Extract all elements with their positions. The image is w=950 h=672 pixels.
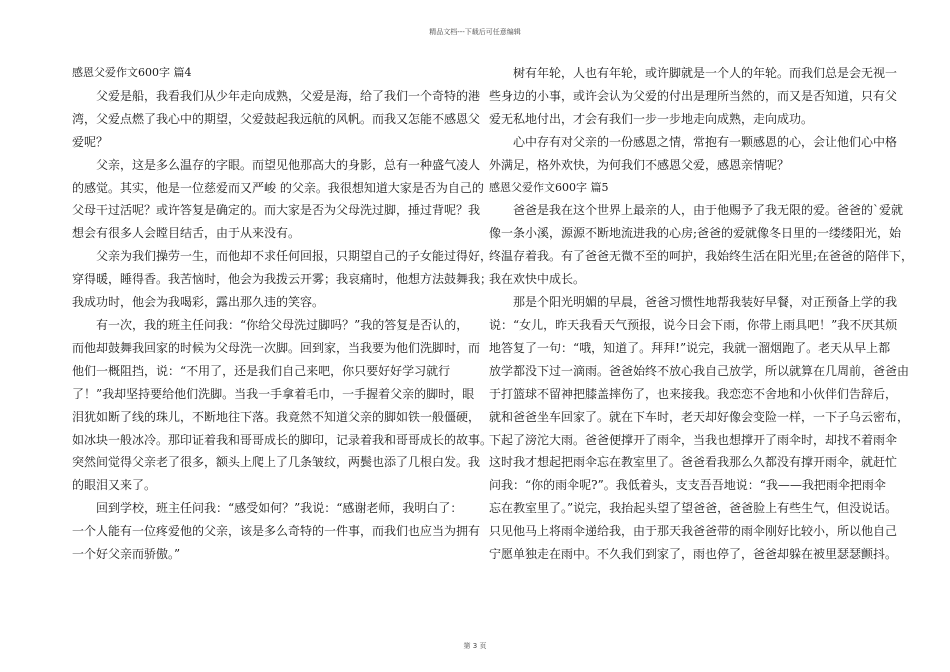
text-line: 有一次，我的班主任问我：“你给父母洗过脚吗？”我的答复是否认的， bbox=[96, 317, 469, 332]
page-number: 第 3 页 bbox=[463, 642, 487, 650]
text-line: 就和爸爸坐车回家了。就在下车时，老天却好像会变险一样，一下子乌云密布， bbox=[489, 409, 910, 424]
text-line: 外满足，格外欢快，为何我们不感恩父爱，感恩亲情呢？ bbox=[489, 157, 790, 172]
text-line: 我成功时，他会为我喝彩，露出那久违的笑容。 bbox=[72, 295, 325, 310]
text-line: 一个好父亲而骄傲。” bbox=[72, 547, 181, 562]
text-line: 说：“女儿，昨天我看天气预报，说今日会下雨，你带上雨具吧！”我不厌其烦 bbox=[489, 317, 898, 332]
text-line: 忘在教室里了。”说完，我抬起头望了望爸爸，爸爸脸上有些生气，但没说话。 bbox=[489, 501, 898, 516]
text-line: 父爱是船，我看我们从少年走向成熟，父爱是海，给了我们一个奇特的港 bbox=[96, 88, 481, 103]
text-line: 于打篮球不留神把膝盖摔伤了，也来接我。我恋恋不舍地和小伙伴们告辞后， bbox=[489, 386, 898, 401]
section-heading: 感恩父爱作文600字 篇4 bbox=[72, 66, 192, 79]
text-line: 而他却鼓舞我回家的时候为父母洗一次脚。回到家，当我要为他们洗脚时，而 bbox=[72, 340, 481, 355]
text-line: 宁愿单独走在雨中。不久我们到家了，雨也停了，爸爸却躲在被里瑟瑟颤抖。 bbox=[489, 547, 898, 562]
text-line: 地答复了一句：“哦，知道了。拜拜!”说完，我就一溜烟跑了。老天从早上都 bbox=[489, 340, 891, 355]
text-line: 问我：“你的雨伞呢?”。我低着头，支支吾吾地说：“我——我把雨伞把雨伞 bbox=[489, 478, 886, 493]
text-line: 这时我才想起把雨伞忘在教室里了。爸爸看我那么久都没有撑开雨伞，就赶忙 bbox=[489, 455, 898, 470]
text-line: 突然间觉得父亲老了很多，额头上爬上了几条皱纹，两鬓也添了几根白发。我 bbox=[72, 455, 481, 470]
text-line: 只见他马上将雨伞递给我，由于那天我爸爸带的雨伞刚好比较小，所以他自己 bbox=[489, 524, 898, 539]
text-line: 他们一概阻挡，说：“不用了，还是我们自己来吧，你只要好好学习就行 bbox=[72, 363, 451, 378]
text-line: 爸爸是我在这个世界上最亲的人，由于他赐予了我无限的爱。爸爸的`爱就 bbox=[513, 203, 904, 218]
text-line: 心中存有对父亲的一份感恩之情，常抱有一颗感恩的心，会让他们心中格 bbox=[513, 134, 898, 149]
section-heading: 感恩父爱作文600字 篇5 bbox=[489, 180, 609, 194]
right-column bbox=[489, 62, 914, 566]
text-line: 父亲，这是多么温存的字眼。而望见他那高大的身影，总有一种盛气凌人 bbox=[96, 157, 481, 172]
text-line: 终温存着我。有了爸爸无微不至的呵护，我始终生活在阳光里;在爸爸的陪伴下， bbox=[489, 249, 914, 264]
text-line: 泪犹如断了线的珠儿，不断地往下落。我竟然不知道父亲的脚如铁一般僵硬， bbox=[72, 409, 481, 424]
text-line: 父亲为我们操劳一生，而他却不求任何回报，只期望自己的子女能过得好， bbox=[96, 249, 493, 264]
text-line: 如冰块一般冰冷。那印证着我和哥哥成长的脚印，记录着我和哥哥成长的故事。 bbox=[72, 432, 493, 447]
page-header: 精品文档---下载后可任意编辑 bbox=[429, 28, 521, 36]
left-column bbox=[72, 62, 493, 566]
text-line: 些身边的小事，或许会认为父爱的付出是理所当然的，而又是否知道，只有父 bbox=[489, 88, 898, 103]
text-line: 下起了滂沱大雨。爸爸便撑开了雨伞，当我也想撑开了雨伞时，却找不着雨伞 bbox=[489, 432, 898, 447]
text-line: 我在欢快中成长。 bbox=[489, 272, 586, 287]
text-line: 想会有很多人会瞠目结舌，由于从来没有。 bbox=[72, 226, 301, 241]
text-line: 放学都没下过一滴雨。爸爸始终不放心我自己放学，所以就算在几周前，爸爸由 bbox=[489, 363, 910, 378]
text-line: 那是个阳光明媚的早晨，爸爸习惯性地帮我装好早餐，对正预备上学的我 bbox=[513, 295, 898, 310]
text-line: 回到学校，班主任问我：“感受如何？”我说：“感谢老师，我明白了： bbox=[96, 501, 463, 516]
text-line: 树有年轮，人也有年轮，或许脚就是一个人的年轮。而我们总是会无视一 bbox=[513, 66, 898, 80]
text-line: 穿得暖，睡得香。我苦恼时，他会为我拨云开雾；我哀痛时，他想方法鼓舞我； bbox=[72, 272, 493, 287]
text-line: 了！”我却坚持要给他们洗脚。当我一手拿着毛巾，一手握着父亲的脚时，眼 bbox=[72, 386, 475, 401]
text-line: 湾，父爱点燃了我心中的期望，父爱鼓起我远航的风帆。而我又怎能不感恩父 bbox=[72, 111, 481, 126]
text-line: 像一条小溪，源源不断地流进我的心房;爸爸的爱就像冬日里的一缕缕阳光，始 bbox=[489, 226, 902, 241]
text-line: 的眼泪又来了。 bbox=[72, 478, 157, 493]
text-line: 爱呢？ bbox=[72, 134, 109, 149]
text-line: 一个人能有一位疼爱他的父亲，该是多么奇特的一件事，而我们也应当为拥有 bbox=[72, 524, 481, 539]
text-line: 爱无私地付出，才会有我们一步一步地走向成熟，走向成功。 bbox=[489, 111, 814, 126]
text-line: 的感觉。其实，他是一位慈爱而又严峻 的父亲。我很想知道大家是否为自己的 bbox=[72, 180, 484, 195]
text-line: 父母干过活呢？或许答复是确定的。而大家是否为父母洗过脚，捶过背呢？我 bbox=[72, 203, 481, 218]
